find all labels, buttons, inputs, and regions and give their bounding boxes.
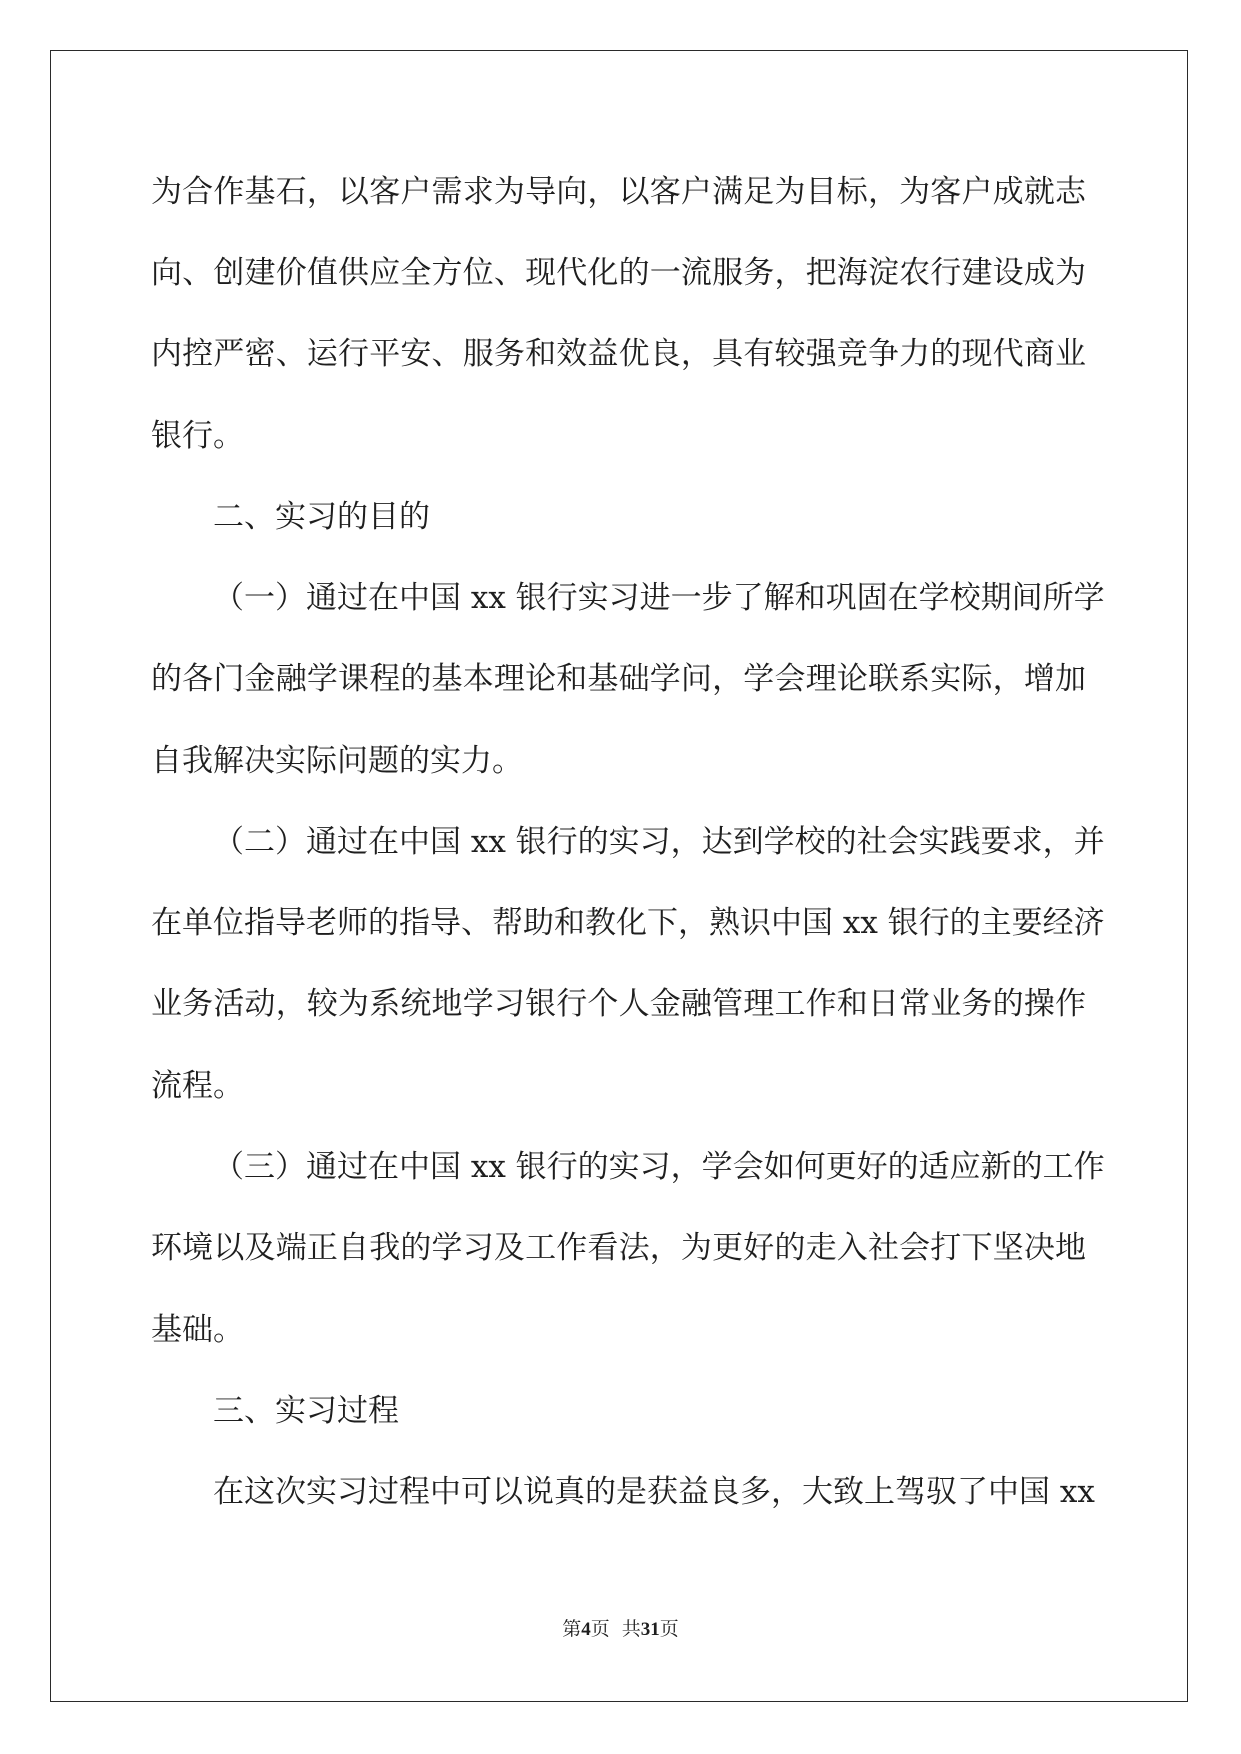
text-line: （一）通过在中国 xx 银行实习进一步了解和巩固在学校期间所学 xyxy=(213,580,1105,616)
text-line: 环境以及端正自我的学习及工作看法，为更好的走入社会打下坚决地 xyxy=(151,1230,1086,1266)
section-heading: 二、实习的目的 xyxy=(213,499,430,535)
page-footer xyxy=(0,1617,1241,1642)
text-line: 为合作基石，以客户需求为导向，以客户满足为目标，为客户成就志 xyxy=(151,174,1086,210)
text-line: 向、创建价值供应全方位、现代化的一流服务，把海淀农行建设成为 xyxy=(151,255,1086,291)
footer-total-pages: 31 xyxy=(640,1619,660,1640)
footer-page-number: 4 xyxy=(581,1619,591,1640)
footer-suffix: 页 xyxy=(659,1618,679,1640)
text-line: （三）通过在中国 xx 银行的实习，学会如何更好的适应新的工作 xyxy=(213,1149,1105,1185)
text-line: 内控严密、运行平安、服务和效益优良，具有较强竞争力的现代商业 xyxy=(151,336,1086,372)
text-line: 自我解决实际问题的实力。 xyxy=(151,743,523,779)
text-line: 在这次实习过程中可以说真的是获益良多，大致上驾驭了中国 xx xyxy=(213,1474,1095,1510)
text-line: （二）通过在中国 xx 银行的实习，达到学校的社会实践要求，并 xyxy=(213,824,1105,860)
text-line: 在单位指导老师的指导、帮助和教化下，熟识中国 xx 银行的主要经济 xyxy=(151,905,1105,941)
page-border xyxy=(50,50,1188,1702)
section-heading: 三、实习过程 xyxy=(213,1393,399,1429)
text-line: 业务活动，较为系统地学习银行个人金融管理工作和日常业务的操作 xyxy=(151,986,1086,1022)
text-line: 的各门金融学课程的基本理论和基础学问，学会理论联系实际，增加 xyxy=(151,661,1086,697)
footer-mid: 页 共 xyxy=(590,1618,641,1640)
text-line: 银行。 xyxy=(151,418,244,454)
text-line: 流程。 xyxy=(151,1068,244,1104)
footer-prefix: 第 xyxy=(562,1618,582,1640)
text-line: 基础。 xyxy=(151,1312,244,1348)
